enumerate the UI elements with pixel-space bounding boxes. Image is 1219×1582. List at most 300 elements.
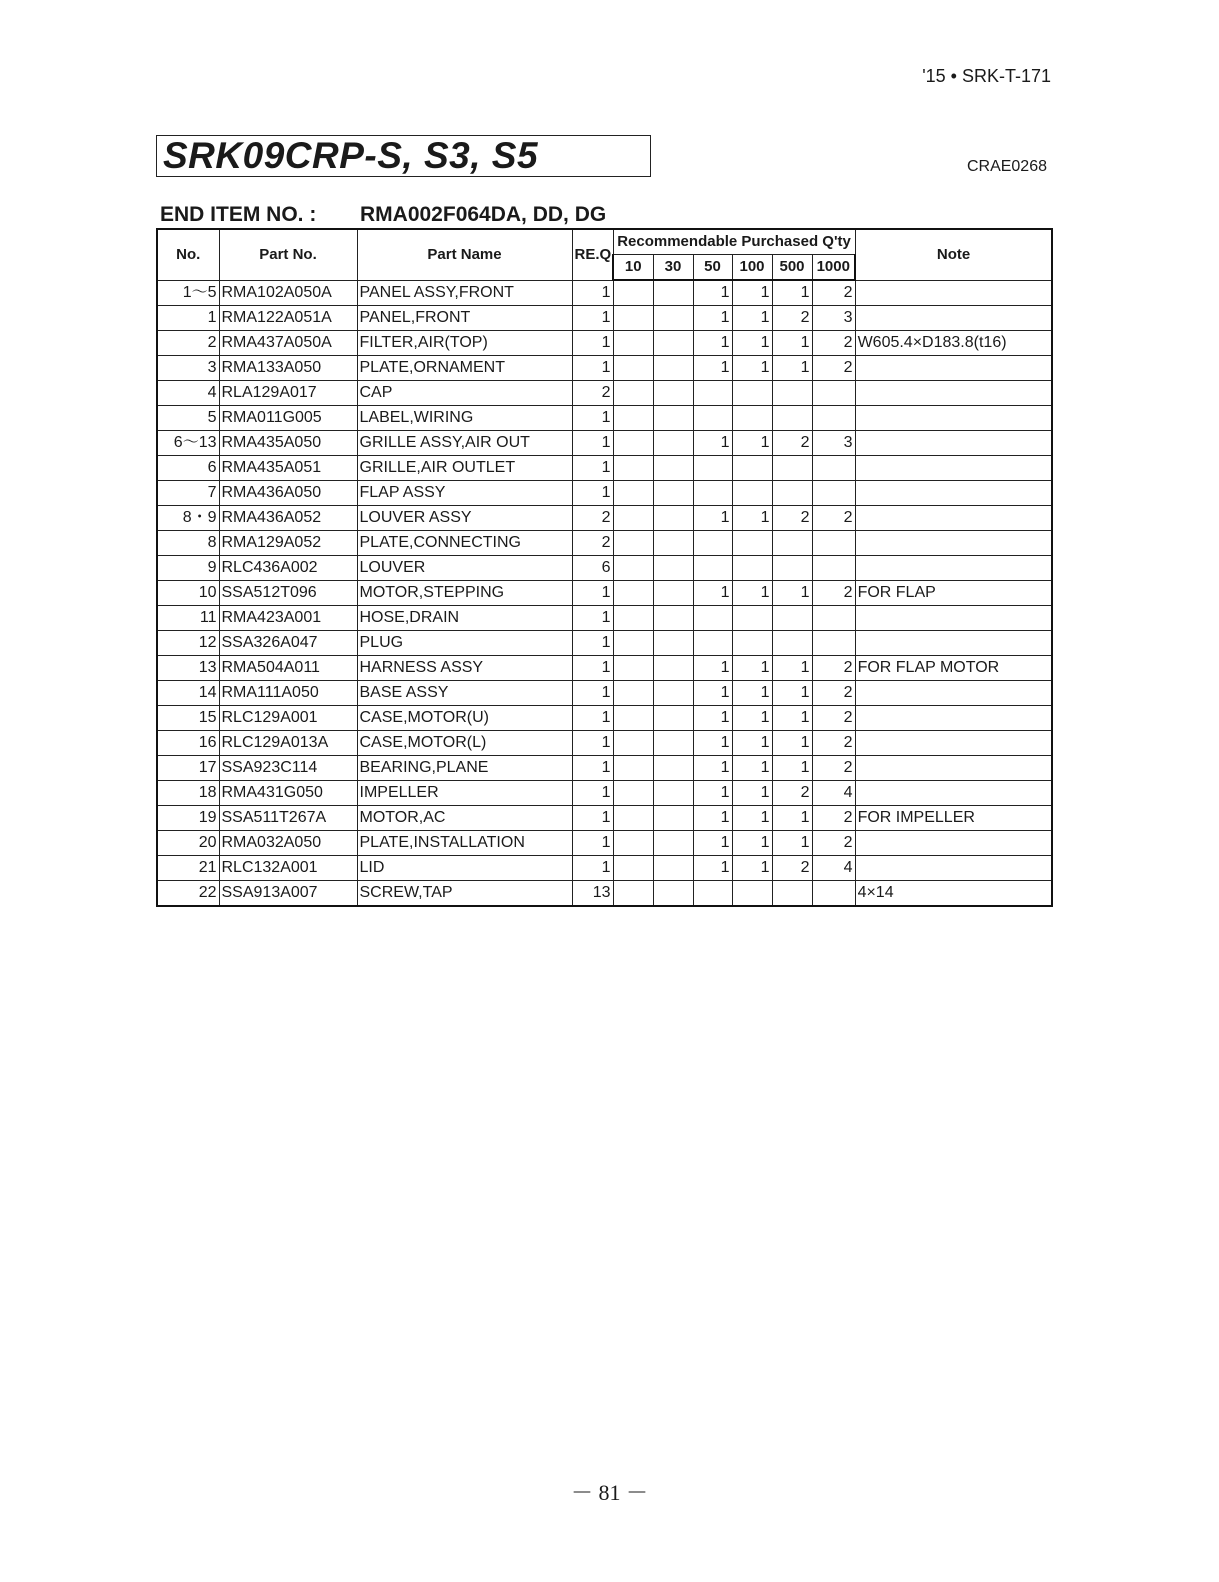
table-row [157,556,1052,581]
cell-note [855,706,1052,731]
cell-qty-10 [613,506,653,531]
table-row [157,306,1052,331]
cell-part-name: LID [357,856,572,881]
cell-part-no: RLA129A017 [219,381,357,406]
cell-part-no: RMA111A050 [219,681,357,706]
cell-note [855,731,1052,756]
table-row [157,806,1052,831]
cell-qty-100: 1 [732,806,772,831]
cell-req: 1 [572,806,613,831]
cell-part-name: MOTOR,AC [357,806,572,831]
header-qty-10: 10 [613,255,653,281]
end-item-line [160,203,606,227]
cell-req: 2 [572,381,613,406]
cell-qty-100: 1 [732,581,772,606]
cell-part-no: RMA436A050 [219,481,357,506]
cell-req: 1 [572,306,613,331]
cell-qty-10 [613,406,653,431]
cell-no: 18 [157,781,219,806]
cell-note [855,280,1052,306]
header-qty-1000: 1000 [812,255,855,281]
cell-qty-50 [693,631,732,656]
cell-note [855,531,1052,556]
cell-qty-50: 1 [693,831,732,856]
cell-qty-1000: 2 [812,706,855,731]
cell-req: 1 [572,606,613,631]
header-qty-100: 100 [732,255,772,281]
cell-req: 1 [572,581,613,606]
cell-qty-1000: 2 [812,506,855,531]
cell-qty-50: 1 [693,756,732,781]
cell-no: 11 [157,606,219,631]
cell-part-no: SSA511T267A [219,806,357,831]
table-row [157,481,1052,506]
cell-part-name: PANEL ASSY,FRONT [357,280,572,306]
cell-part-name: CASE,MOTOR(L) [357,731,572,756]
cell-qty-500: 1 [772,280,812,306]
cell-part-name: PLATE,CONNECTING [357,531,572,556]
cell-qty-1000: 3 [812,306,855,331]
cell-qty-30 [653,831,693,856]
end-item-value: RMA002F064DA, DD, DG [360,203,607,226]
cell-part-name: LOUVER ASSY [357,506,572,531]
cell-qty-50: 1 [693,681,732,706]
cell-qty-500: 1 [772,681,812,706]
cell-req: 1 [572,731,613,756]
cell-part-no: SSA913A007 [219,881,357,907]
cell-qty-50 [693,531,732,556]
cell-qty-100: 1 [732,706,772,731]
cell-qty-100: 1 [732,280,772,306]
table-row [157,531,1052,556]
table-row [157,706,1052,731]
cell-no: 6 [157,456,219,481]
cell-qty-500 [772,606,812,631]
parts-table-body [157,280,1052,906]
cell-qty-500 [772,556,812,581]
cell-qty-100 [732,381,772,406]
cell-qty-30 [653,356,693,381]
cell-qty-100: 1 [732,681,772,706]
cell-qty-1000: 2 [812,756,855,781]
cell-qty-30 [653,856,693,881]
cell-qty-30 [653,280,693,306]
cell-no: 13 [157,656,219,681]
cell-note: 4×14 [855,881,1052,907]
cell-note [855,681,1052,706]
cell-qty-50: 1 [693,856,732,881]
cell-qty-50 [693,881,732,907]
cell-qty-50 [693,481,732,506]
cell-qty-500 [772,406,812,431]
model-title: SRK09CRP-S, S3, S5 [163,135,539,176]
cell-qty-100 [732,456,772,481]
cell-qty-10 [613,806,653,831]
cell-qty-30 [653,331,693,356]
cell-part-name: BEARING,PLANE [357,756,572,781]
cell-qty-10 [613,280,653,306]
cell-part-name: PLATE,INSTALLATION [357,831,572,856]
table-row [157,431,1052,456]
cell-note [855,481,1052,506]
cell-no: 22 [157,881,219,907]
cell-qty-500: 2 [772,506,812,531]
cell-qty-10 [613,606,653,631]
cell-qty-1000 [812,456,855,481]
cell-qty-50: 1 [693,306,732,331]
cell-qty-500: 1 [772,356,812,381]
cell-part-no: SSA923C114 [219,756,357,781]
cell-part-name: HARNESS ASSY [357,656,572,681]
cell-no: 17 [157,756,219,781]
cell-no: 1～5 [157,280,219,306]
cell-qty-500: 1 [772,831,812,856]
cell-qty-10 [613,331,653,356]
cell-qty-30 [653,556,693,581]
cell-qty-50 [693,456,732,481]
document-reference: '15 • SRK-T-171 [922,66,1051,86]
cell-no: 8・9 [157,506,219,531]
cell-qty-30 [653,381,693,406]
cell-qty-1000: 2 [812,831,855,856]
cell-qty-1000: 4 [812,781,855,806]
table-row [157,831,1052,856]
cell-qty-30 [653,456,693,481]
table-row [157,381,1052,406]
table-row [157,581,1052,606]
cell-qty-100: 1 [732,356,772,381]
cell-qty-10 [613,756,653,781]
cell-part-name: PLUG [357,631,572,656]
cell-qty-500: 1 [772,756,812,781]
cell-note: FOR IMPELLER [855,806,1052,831]
cell-qty-500 [772,631,812,656]
cell-qty-100: 1 [732,856,772,881]
cell-req: 1 [572,756,613,781]
table-row [157,856,1052,881]
cell-qty-100: 1 [732,831,772,856]
cell-qty-1000: 2 [812,331,855,356]
table-row [157,881,1052,907]
header-qty-50: 50 [693,255,732,281]
cell-qty-1000 [812,381,855,406]
cell-no: 5 [157,406,219,431]
table-row [157,506,1052,531]
cell-note [855,356,1052,381]
cell-no: 15 [157,706,219,731]
cell-req: 1 [572,631,613,656]
header-qty-30: 30 [653,255,693,281]
cell-qty-10 [613,356,653,381]
header-part-name: Part Name [357,229,572,280]
cell-qty-500: 1 [772,706,812,731]
catalog-code: CRAE0268 [966,158,1047,175]
cell-qty-1000: 2 [812,681,855,706]
cell-req: 1 [572,706,613,731]
cell-part-name: PLATE,ORNAMENT [357,356,572,381]
cell-qty-50: 1 [693,431,732,456]
cell-part-name: PANEL,FRONT [357,306,572,331]
cell-qty-100: 1 [732,506,772,531]
cell-part-no: RMA435A051 [219,456,357,481]
cell-qty-30 [653,306,693,331]
cell-qty-50: 1 [693,356,732,381]
cell-req: 6 [572,556,613,581]
cell-qty-30 [653,681,693,706]
table-row [157,406,1052,431]
cell-part-name: CAP [357,381,572,406]
cell-note [855,756,1052,781]
table-row [157,331,1052,356]
cell-part-name: SCREW,TAP [357,881,572,907]
cell-qty-100 [732,481,772,506]
table-row [157,280,1052,306]
cell-qty-30 [653,756,693,781]
cell-part-name: IMPELLER [357,781,572,806]
cell-qty-500: 2 [772,781,812,806]
table-row [157,356,1052,381]
cell-part-no: RLC436A002 [219,556,357,581]
cell-qty-50: 1 [693,656,732,681]
cell-note [855,856,1052,881]
table-row [157,606,1052,631]
cell-qty-500: 2 [772,306,812,331]
cell-qty-1000: 2 [812,731,855,756]
cell-qty-30 [653,531,693,556]
cell-part-name: FILTER,AIR(TOP) [357,331,572,356]
cell-qty-500 [772,381,812,406]
cell-qty-30 [653,731,693,756]
cell-qty-50: 1 [693,781,732,806]
cell-part-no: RMA504A011 [219,656,357,681]
cell-qty-500 [772,481,812,506]
header-part-no: Part No. [219,229,357,280]
cell-note: FOR FLAP MOTOR [855,656,1052,681]
cell-note: FOR FLAP [855,581,1052,606]
cell-qty-30 [653,631,693,656]
cell-part-no: RMA122A051A [219,306,357,331]
cell-qty-50 [693,381,732,406]
cell-part-name: LABEL,WIRING [357,406,572,431]
cell-qty-10 [613,481,653,506]
cell-qty-1000: 2 [812,656,855,681]
cell-qty-100: 1 [732,781,772,806]
table-row [157,756,1052,781]
cell-qty-50: 1 [693,806,732,831]
cell-part-no: RMA129A052 [219,531,357,556]
cell-qty-30 [653,431,693,456]
cell-req: 1 [572,856,613,881]
cell-qty-500: 1 [772,731,812,756]
cell-part-no: RLC129A013A [219,731,357,756]
cell-no: 3 [157,356,219,381]
cell-qty-50: 1 [693,331,732,356]
cell-qty-10 [613,831,653,856]
cell-part-no: RMA102A050A [219,280,357,306]
cell-qty-1000: 2 [812,280,855,306]
cell-no: 4 [157,381,219,406]
cell-qty-50: 1 [693,506,732,531]
cell-qty-500 [772,881,812,907]
cell-note [855,631,1052,656]
cell-qty-50 [693,606,732,631]
cell-req: 1 [572,431,613,456]
cell-qty-30 [653,656,693,681]
cell-part-name: HOSE,DRAIN [357,606,572,631]
cell-qty-100 [732,531,772,556]
cell-no: 20 [157,831,219,856]
cell-qty-1000: 2 [812,356,855,381]
cell-qty-1000 [812,606,855,631]
cell-req: 1 [572,356,613,381]
cell-note: W605.4×D183.8(t16) [855,331,1052,356]
cell-qty-500: 1 [772,331,812,356]
header-req: RE.Q [572,229,613,280]
cell-part-name: GRILLE ASSY,AIR OUT [357,431,572,456]
cell-qty-30 [653,806,693,831]
cell-no: 21 [157,856,219,881]
table-row [157,781,1052,806]
cell-qty-500: 1 [772,656,812,681]
cell-qty-100: 1 [732,656,772,681]
cell-qty-30 [653,606,693,631]
cell-qty-100 [732,406,772,431]
cell-qty-1000 [812,556,855,581]
cell-qty-50: 1 [693,706,732,731]
cell-req: 1 [572,280,613,306]
cell-qty-50 [693,556,732,581]
cell-part-no: RMA032A050 [219,831,357,856]
cell-qty-100: 1 [732,731,772,756]
cell-qty-1000: 4 [812,856,855,881]
cell-note [855,831,1052,856]
cell-qty-500: 2 [772,856,812,881]
cell-qty-50: 1 [693,731,732,756]
cell-note [855,406,1052,431]
table-row [157,731,1052,756]
cell-qty-10 [613,781,653,806]
model-title-box [156,135,651,177]
cell-req: 13 [572,881,613,907]
cell-qty-1000 [812,881,855,907]
cell-qty-30 [653,581,693,606]
cell-req: 1 [572,681,613,706]
cell-part-no: RMA431G050 [219,781,357,806]
cell-qty-10 [613,456,653,481]
table-row [157,681,1052,706]
cell-note [855,456,1052,481]
cell-qty-1000: 2 [812,806,855,831]
cell-qty-30 [653,881,693,907]
cell-qty-100 [732,606,772,631]
cell-qty-50 [693,406,732,431]
cell-no: 8 [157,531,219,556]
cell-qty-1000 [812,481,855,506]
cell-part-name: LOUVER [357,556,572,581]
cell-part-name: CASE,MOTOR(U) [357,706,572,731]
cell-no: 7 [157,481,219,506]
cell-qty-50: 1 [693,280,732,306]
cell-qty-100: 1 [732,431,772,456]
cell-part-no: RLC132A001 [219,856,357,881]
cell-qty-10 [613,706,653,731]
cell-part-name: GRILLE,AIR OUTLET [357,456,572,481]
header-qty-500: 500 [772,255,812,281]
table-row [157,456,1052,481]
header-recommendable-qty: Recommendable Purchased Q'ty [613,229,855,255]
cell-qty-100: 1 [732,331,772,356]
cell-no: 12 [157,631,219,656]
cell-qty-1000 [812,406,855,431]
cell-part-name: FLAP ASSY [357,481,572,506]
cell-qty-30 [653,781,693,806]
cell-req: 2 [572,531,613,556]
cell-part-no: SSA326A047 [219,631,357,656]
cell-qty-500: 2 [772,431,812,456]
header-no: No. [157,229,219,280]
cell-qty-100: 1 [732,306,772,331]
table-row [157,656,1052,681]
cell-no: 1 [157,306,219,331]
cell-no: 19 [157,806,219,831]
cell-part-no: RMA436A052 [219,506,357,531]
cell-req: 1 [572,406,613,431]
cell-part-no: RMA437A050A [219,331,357,356]
cell-qty-10 [613,731,653,756]
cell-part-no: RMA423A001 [219,606,357,631]
cell-qty-10 [613,531,653,556]
cell-qty-10 [613,856,653,881]
cell-qty-10 [613,881,653,907]
cell-note [855,606,1052,631]
cell-qty-100 [732,881,772,907]
cell-qty-500 [772,456,812,481]
cell-qty-10 [613,431,653,456]
cell-qty-1000: 2 [812,581,855,606]
cell-qty-10 [613,581,653,606]
cell-part-name: BASE ASSY [357,681,572,706]
cell-qty-500: 1 [772,581,812,606]
cell-no: 14 [157,681,219,706]
cell-req: 2 [572,506,613,531]
cell-note [855,381,1052,406]
page-number: － 81 － [570,1480,648,1505]
cell-qty-500 [772,531,812,556]
cell-qty-30 [653,481,693,506]
cell-qty-10 [613,556,653,581]
cell-req: 1 [572,656,613,681]
cell-qty-30 [653,706,693,731]
cell-part-no: RLC129A001 [219,706,357,731]
cell-qty-100 [732,631,772,656]
parts-list-table [156,228,1053,907]
cell-no: 9 [157,556,219,581]
cell-qty-1000: 3 [812,431,855,456]
cell-qty-50: 1 [693,581,732,606]
cell-req: 1 [572,481,613,506]
cell-part-no: RMA011G005 [219,406,357,431]
cell-note [855,306,1052,331]
cell-qty-10 [613,681,653,706]
cell-part-no: SSA512T096 [219,581,357,606]
cell-qty-10 [613,631,653,656]
cell-no: 10 [157,581,219,606]
cell-part-name: MOTOR,STEPPING [357,581,572,606]
end-item-label: END ITEM NO. : [160,203,317,226]
cell-req: 1 [572,831,613,856]
cell-qty-100: 1 [732,756,772,781]
table-row [157,631,1052,656]
